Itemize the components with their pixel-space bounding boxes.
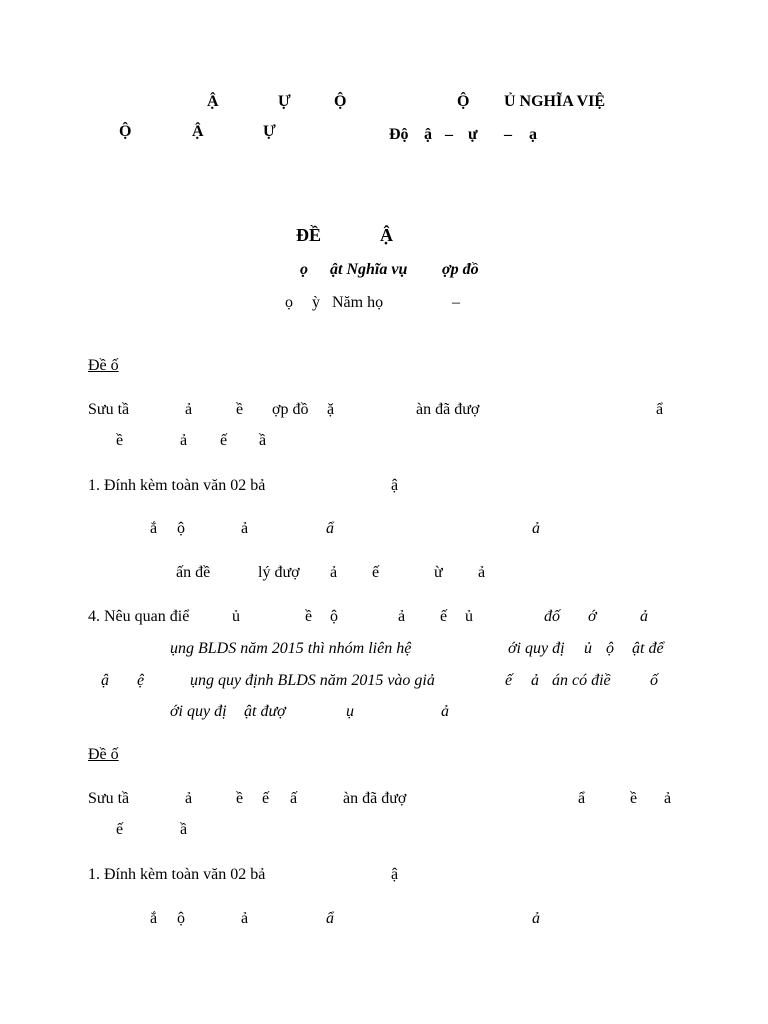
list-item: ắ bbox=[150, 910, 158, 927]
intro-fragment: àn đã đượ bbox=[416, 401, 480, 418]
list-item: ới quy đị bbox=[170, 703, 227, 720]
intro-fragment: ợp đồ bbox=[272, 401, 309, 418]
intro-fragment: ấ bbox=[290, 790, 298, 807]
list-item: 1. Đính kèm toàn văn 02 bả bbox=[88, 866, 266, 883]
list-item: ẩ bbox=[326, 520, 334, 537]
list-item: ậ bbox=[101, 672, 109, 689]
header-fragment: Ủ NGHĨA VIỆ bbox=[504, 93, 606, 110]
subject-fragment: ật Nghĩa vụ bbox=[330, 261, 408, 278]
intro-fragment: ế bbox=[220, 432, 228, 449]
intro-fragment: ả bbox=[185, 401, 193, 418]
list-item: ắ bbox=[150, 520, 158, 537]
intro-fragment: àn đã đượ bbox=[343, 790, 407, 807]
list-item: ộ bbox=[606, 640, 614, 657]
header-fragment: ậ bbox=[424, 126, 432, 143]
list-item: ấn đề bbox=[176, 564, 211, 581]
subject-fragment: ợp đồ bbox=[442, 261, 479, 278]
intro-fragment: ẩ bbox=[656, 401, 664, 418]
list-item: lý đượ bbox=[258, 564, 300, 581]
header-fragment: Ậ bbox=[207, 93, 219, 110]
list-item: ớ bbox=[588, 608, 597, 625]
list-item: ật đượ bbox=[244, 703, 286, 720]
list-item: 4. Nêu quan điể bbox=[88, 608, 190, 625]
list-item: ả bbox=[532, 910, 540, 927]
intro-fragment: ặ bbox=[327, 401, 335, 418]
intro-fragment: ả bbox=[664, 790, 672, 807]
intro-fragment: ầ bbox=[259, 432, 267, 449]
title-fragment: Ậ bbox=[380, 225, 393, 245]
list-item: ủ bbox=[465, 608, 473, 625]
list-item: ả bbox=[241, 910, 249, 927]
list-item: ệ bbox=[137, 672, 145, 689]
list-item: ả bbox=[398, 608, 406, 625]
list-item: ụng quy định BLDS năm 2015 vào giả bbox=[190, 672, 435, 689]
intro-fragment: ế bbox=[262, 790, 270, 807]
header-fragment: Độ bbox=[389, 126, 409, 143]
year-fragment: Năm họ bbox=[332, 294, 384, 311]
list-item: ả bbox=[640, 608, 648, 625]
list-item: ộ bbox=[177, 520, 185, 537]
list-item: ộ bbox=[330, 608, 338, 625]
intro-fragment: ề bbox=[236, 401, 244, 418]
intro-fragment: ề bbox=[116, 432, 124, 449]
intro-fragment: ả bbox=[180, 432, 188, 449]
header-fragment: ạ bbox=[529, 126, 537, 143]
list-item: ậ bbox=[391, 866, 399, 883]
list-item: ừ bbox=[434, 564, 443, 581]
header-fragment: Ự bbox=[263, 123, 276, 140]
intro-fragment: ầ bbox=[180, 821, 188, 838]
list-item: ủ bbox=[584, 640, 592, 657]
list-item: ố bbox=[650, 672, 658, 689]
list-item: ả bbox=[330, 564, 338, 581]
list-item: ả bbox=[532, 520, 540, 537]
list-item: ủ bbox=[232, 608, 240, 625]
list-item: ế bbox=[505, 672, 513, 689]
intro-fragment: ả bbox=[185, 790, 193, 807]
title-fragment: ĐỀ bbox=[296, 225, 322, 245]
list-item: ả bbox=[441, 703, 449, 720]
list-item: ộ bbox=[177, 910, 185, 927]
header-fragment: Ộ bbox=[119, 123, 132, 140]
list-item: 1. Đính kèm toàn văn 02 bả bbox=[88, 477, 266, 494]
subject-fragment: ọ bbox=[300, 261, 308, 278]
list-item: ế bbox=[372, 564, 380, 581]
intro-fragment: ẩ bbox=[578, 790, 586, 807]
list-item: ậ bbox=[391, 477, 399, 494]
list-item: ề bbox=[305, 608, 313, 625]
intro-fragment: ế bbox=[116, 821, 124, 838]
year-fragment: – bbox=[452, 294, 460, 311]
list-item: ụ bbox=[346, 703, 354, 720]
header-fragment: – bbox=[445, 126, 453, 143]
header-fragment: Ộ bbox=[334, 93, 347, 110]
intro-fragment: ề bbox=[236, 790, 244, 807]
list-item: ẩ bbox=[326, 910, 334, 927]
list-item: ật để bbox=[632, 640, 664, 657]
list-item: ả bbox=[478, 564, 486, 581]
intro-fragment: ề bbox=[630, 790, 638, 807]
header-fragment: Ậ bbox=[192, 123, 204, 140]
list-item: đố bbox=[544, 608, 560, 625]
year-fragment: ỳ bbox=[312, 294, 320, 311]
section-heading: Đề ố bbox=[88, 746, 119, 763]
section-heading: Đề ố bbox=[88, 357, 119, 374]
header-fragment: ự bbox=[468, 126, 478, 143]
list-item: ới quy đị bbox=[508, 640, 565, 657]
header-fragment: Ộ bbox=[457, 93, 470, 110]
intro-fragment: Sưu tầ bbox=[88, 790, 130, 807]
list-item: ả bbox=[241, 520, 249, 537]
header-fragment: – bbox=[504, 126, 512, 143]
list-item: án có điề bbox=[552, 672, 611, 689]
header-fragment: Ự bbox=[278, 93, 291, 110]
list-item: ả bbox=[531, 672, 539, 689]
list-item: ế bbox=[440, 608, 448, 625]
year-fragment: ọ bbox=[285, 294, 293, 311]
intro-fragment: Sưu tầ bbox=[88, 401, 130, 418]
list-item: ụng BLDS năm 2015 thì nhóm liên hệ bbox=[170, 640, 412, 657]
